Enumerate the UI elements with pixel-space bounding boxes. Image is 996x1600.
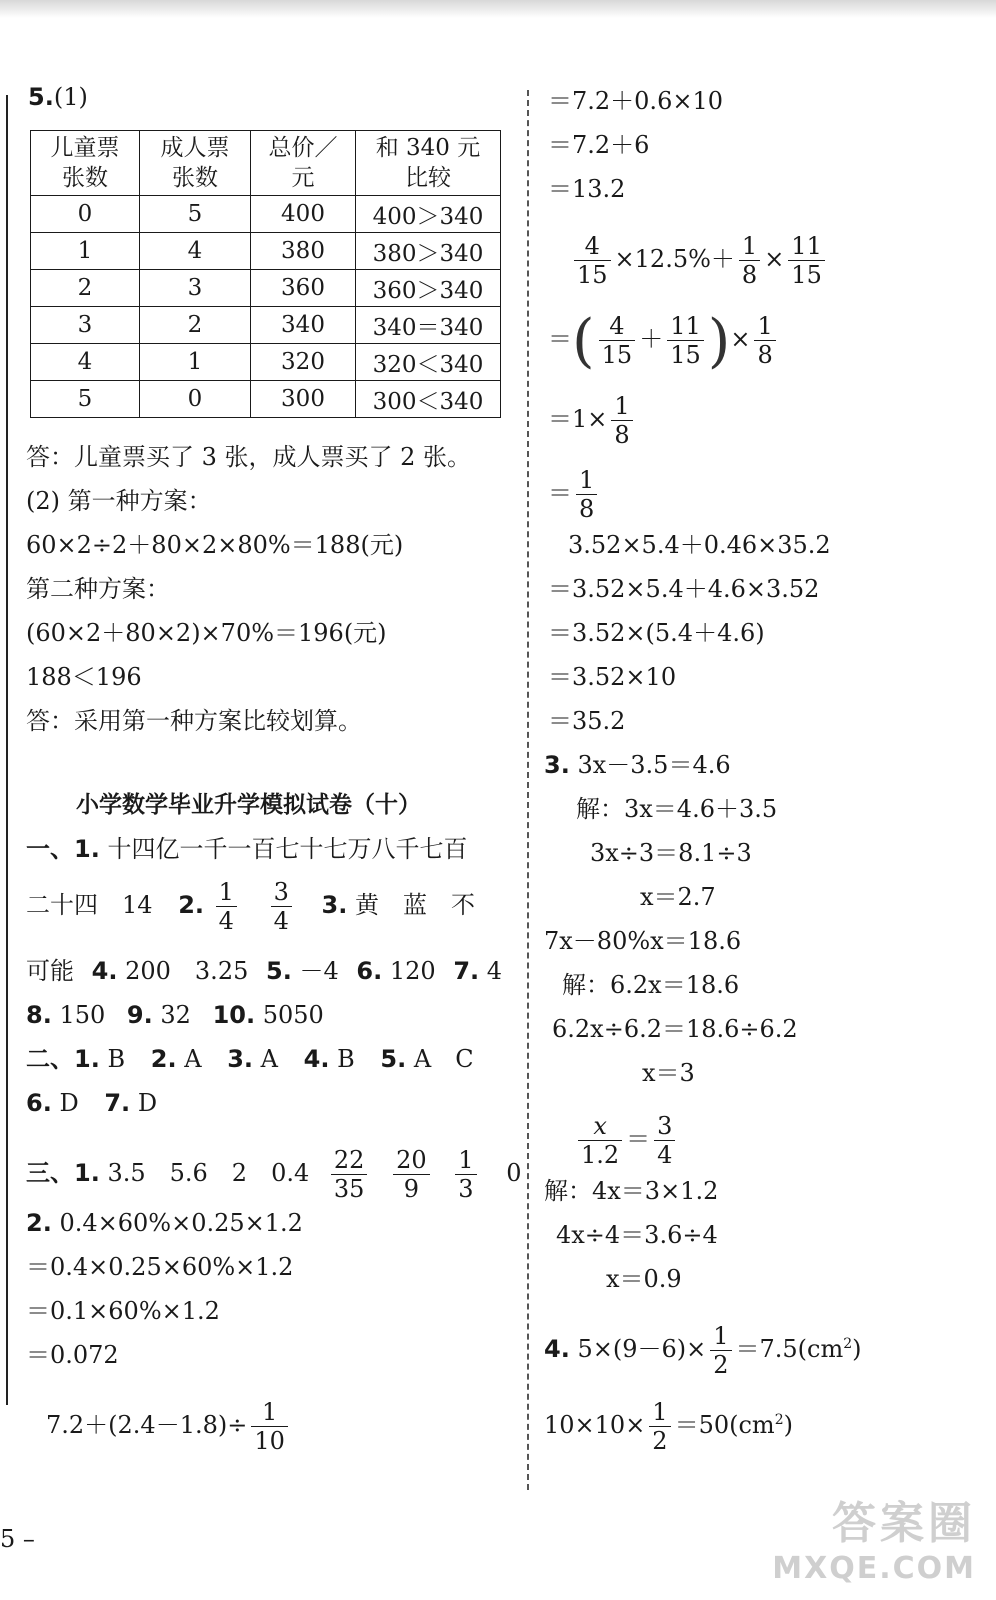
column-divider: [527, 90, 529, 1490]
part-1-line: [26, 878, 475, 935]
question-number: 3.: [321, 891, 348, 919]
answer-text: 32: [160, 1001, 191, 1029]
fraction: $\frac{1}{3}$: [455, 1146, 476, 1203]
calc-text: ＝: [548, 479, 572, 507]
table-row: [31, 233, 501, 270]
answer-text: 二十四 14: [26, 891, 153, 919]
question-number: 4.: [303, 1045, 330, 1073]
fraction: $\frac{1}{4}$: [216, 878, 237, 935]
calc-text: 0.4×60%×0.25×1.2: [59, 1209, 303, 1237]
calc-line: [46, 1398, 292, 1455]
answer-text: 3.5 5.6 2 0.4: [107, 1159, 310, 1187]
table-cell: 0: [31, 196, 140, 233]
table-cell: 4: [31, 344, 140, 381]
calc-line: [544, 1322, 862, 1379]
answer-text: 可能: [26, 957, 74, 985]
part-label: 三、1.: [26, 1159, 100, 1187]
question-number: 4.: [544, 1335, 570, 1363]
fraction: $\frac{1}{8}$: [611, 392, 632, 449]
equation-line: [544, 750, 731, 780]
section-title: 小学数学毕业升学模拟试卷（十）: [76, 792, 421, 818]
part-3-line: [26, 1146, 521, 1203]
calc-text: ＝7.5(cm: [735, 1335, 844, 1363]
answer-text: 黄 蓝 不: [354, 891, 475, 919]
answer-text: 十四亿一千一百七十七万八千七百: [107, 835, 468, 863]
table-cell: 400: [251, 196, 356, 233]
left-margin-rule: [6, 95, 8, 1405]
answer-text: －4: [299, 957, 339, 985]
question-number: 6.: [26, 1089, 52, 1117]
equation-line: 解：6.2x＝18.6: [562, 971, 740, 999]
question-5-header: [28, 82, 88, 112]
fraction: $\frac{4}{15}$: [599, 312, 636, 369]
calc-text: 3x－3.5＝4.6: [577, 751, 731, 779]
table-cell: 380: [251, 233, 356, 270]
equation-line: x＝3: [642, 1059, 695, 1087]
answer-text: 120: [389, 957, 436, 985]
left-paren: (: [572, 306, 595, 375]
calc-line: ＝13.2: [548, 175, 626, 203]
answer-text: A: [184, 1045, 202, 1073]
equation-line: x＝0.9: [606, 1265, 682, 1293]
table-cell: 340＝340: [356, 307, 501, 344]
calc-line: ＝7.2＋6: [548, 131, 650, 159]
question-number: 5.: [380, 1045, 407, 1073]
table-cell: 1: [140, 344, 251, 381]
calc-line: [544, 1398, 793, 1455]
part-1-line: [26, 1000, 324, 1030]
calc-text: ＝50(cm: [674, 1411, 775, 1439]
question-number: 8.: [26, 1001, 52, 1029]
answer-text: 4: [486, 957, 503, 985]
calc-line: [26, 1208, 303, 1238]
fraction: $\frac{3}{4}$: [654, 1112, 675, 1169]
table-row: [31, 196, 501, 233]
table-cell: 360＞340: [356, 270, 501, 307]
equation-line: x＝2.7: [640, 883, 716, 911]
question-number: 3.: [227, 1045, 254, 1073]
question-number: 2.: [150, 1045, 177, 1073]
question-number: 10.: [212, 1001, 256, 1029]
answer-text: B: [337, 1045, 355, 1073]
equation-line: 6.2x÷6.2＝18.6÷6.2: [552, 1015, 798, 1043]
answer-text: B: [107, 1045, 126, 1073]
calc-text: ): [783, 1411, 793, 1439]
table-cell: 1: [31, 233, 140, 270]
plan-2-calc: (60×2＋80×2)×70%＝196(元): [26, 619, 387, 647]
table-row: [31, 270, 501, 307]
table-header-cell: 成人票 张数: [140, 131, 251, 196]
answer-text: D: [137, 1089, 158, 1117]
watermark-text: 答案圈: [832, 1498, 976, 1549]
page-number: 5 –: [0, 1525, 35, 1553]
fraction: $\frac{20}{9}$: [393, 1146, 430, 1203]
answer-text: 200 3.25: [125, 957, 249, 985]
calc-text: ×12.5%＋: [614, 245, 735, 273]
fraction: $\frac{x}{1.2}$: [578, 1112, 622, 1169]
part-2-line: [26, 1088, 157, 1118]
question-number: 7.: [453, 957, 480, 985]
table-row: [31, 344, 501, 381]
calc-text: ＋: [639, 325, 664, 353]
table-header-cell: 总价／ 元: [251, 131, 356, 196]
answer-text: D: [59, 1089, 79, 1117]
calc-text: ×: [764, 245, 785, 273]
table-cell: 300: [251, 381, 356, 418]
calc-line: ＝0.072: [26, 1341, 119, 1369]
question-number: 3.: [544, 751, 570, 779]
table-cell: 3: [31, 307, 140, 344]
fraction: $\frac{1}{8}$: [576, 466, 597, 523]
calc-text: ): [852, 1335, 862, 1363]
superscript: 2: [843, 1336, 853, 1352]
question-number: 2.: [26, 1209, 52, 1237]
calc-line: ＝7.2＋0.6×10: [548, 87, 723, 115]
table-cell: 380＞340: [356, 233, 501, 270]
question-number: 7.: [104, 1089, 131, 1117]
fraction: $\frac{1}{2}$: [710, 1322, 731, 1379]
answer-line: 答：采用第一种方案比较划算。: [26, 707, 362, 735]
part-1-line: [26, 956, 502, 986]
table-cell: 360: [251, 270, 356, 307]
page-top-edge: [0, 0, 996, 18]
table-cell: 2: [31, 270, 140, 307]
fraction: $\frac{4}{15}$: [574, 232, 611, 289]
calc-line: ＝35.2: [548, 707, 626, 735]
table-cell: 300＜340: [356, 381, 501, 418]
table-cell: 340: [251, 307, 356, 344]
plan-2-title: 第二种方案：: [26, 575, 170, 603]
table-header-cell: 和 340 元 比较: [356, 131, 501, 196]
calc-line: ＝3.52×5.4＋4.6×3.52: [548, 575, 820, 603]
table-cell: 5: [140, 196, 251, 233]
question-number: 6.: [356, 957, 383, 985]
answer-text: 150: [59, 1001, 106, 1029]
question-number: 5.: [28, 83, 54, 111]
question-number: 5.: [266, 957, 292, 985]
table-cell: 2: [140, 307, 251, 344]
fraction: $\frac{3}{4}$: [271, 878, 292, 935]
fraction: $\frac{1}{10}$: [251, 1398, 288, 1455]
question-number: 2.: [178, 891, 205, 919]
equation-line: [574, 1112, 679, 1169]
watermark-logo: [772, 1487, 976, 1586]
fraction: $\frac{1}{8}$: [739, 232, 760, 289]
calc-line: [570, 232, 829, 289]
question-number: 4.: [91, 957, 118, 985]
calc-line: ＝3.52×10: [548, 663, 677, 691]
table-cell: 400＞340: [356, 196, 501, 233]
superscript: 2: [774, 1412, 784, 1428]
subquestion-label: (1): [53, 83, 88, 111]
plan-1-calc: 60×2÷2＋80×2×80%＝188(元): [26, 531, 404, 559]
answer-text: 0: [506, 1159, 522, 1187]
calc-text: ×: [730, 325, 751, 353]
table-cell: 4: [140, 233, 251, 270]
fraction: $\frac{1}{8}$: [754, 312, 775, 369]
table-cell: 5: [31, 381, 140, 418]
question-number: 9.: [126, 1001, 153, 1029]
equation-line: 7x－80%x＝18.6: [544, 927, 742, 955]
table-cell: 0: [140, 381, 251, 418]
calc-text: 7.2＋(2.4－1.8)÷: [46, 1411, 248, 1439]
right-paren: ): [707, 306, 731, 375]
calc-line: ＝0.4×0.25×60%×1.2: [26, 1253, 294, 1281]
calc-line: [548, 306, 780, 375]
part-1-line: [26, 834, 467, 864]
fraction: $\frac{22}{35}$: [331, 1146, 368, 1203]
ticket-table: [30, 130, 501, 418]
calc-line: [548, 466, 601, 523]
calc-line: 3.52×5.4＋0.46×35.2: [568, 531, 831, 559]
watermark-url: MXQE.COM: [772, 1551, 976, 1586]
comparison-line: 188＜196: [26, 663, 142, 691]
answer-text: A C: [413, 1045, 474, 1073]
calc-text: 10×10×: [544, 1411, 646, 1439]
calc-line: ＝3.52×(5.4＋4.6): [548, 619, 765, 647]
calc-text: ＝: [548, 325, 572, 353]
equation-line: 3x÷3＝8.1÷3: [590, 839, 752, 867]
equation-line: 解：3x＝4.6＋3.5: [576, 795, 778, 823]
table-row: [31, 307, 501, 344]
answer-text: A: [260, 1045, 279, 1073]
calc-line: [548, 392, 637, 449]
equation-line: 4x÷4＝3.6÷4: [556, 1221, 718, 1249]
equation-line: 解：4x＝3×1.2: [544, 1177, 719, 1205]
fraction: $\frac{11}{15}$: [788, 232, 825, 289]
table-cell: 320: [251, 344, 356, 381]
table-cell: 320＜340: [356, 344, 501, 381]
calc-text: ＝: [626, 1125, 651, 1153]
part-label: 二、1.: [26, 1045, 100, 1073]
fraction: $\frac{1}{2}$: [649, 1398, 670, 1455]
table-header-cell: 儿童票 张数: [31, 131, 140, 196]
calc-text: ＝1×: [548, 405, 608, 433]
table-header-row: [31, 131, 501, 196]
part-label: 一、1.: [26, 835, 100, 863]
part-2-line: [26, 1044, 474, 1074]
calc-text: 5×(9－6)×: [577, 1335, 707, 1363]
table-row: [31, 381, 501, 418]
answer-text: 5050: [262, 1001, 324, 1029]
calc-line: ＝0.1×60%×1.2: [26, 1297, 220, 1325]
table-cell: 3: [140, 270, 251, 307]
plan-1-title: (2) 第一种方案：: [26, 487, 212, 515]
answer-line: 答：儿童票买了 3 张，成人票买了 2 张。: [26, 443, 472, 471]
fraction: $\frac{11}{15}$: [667, 312, 704, 369]
